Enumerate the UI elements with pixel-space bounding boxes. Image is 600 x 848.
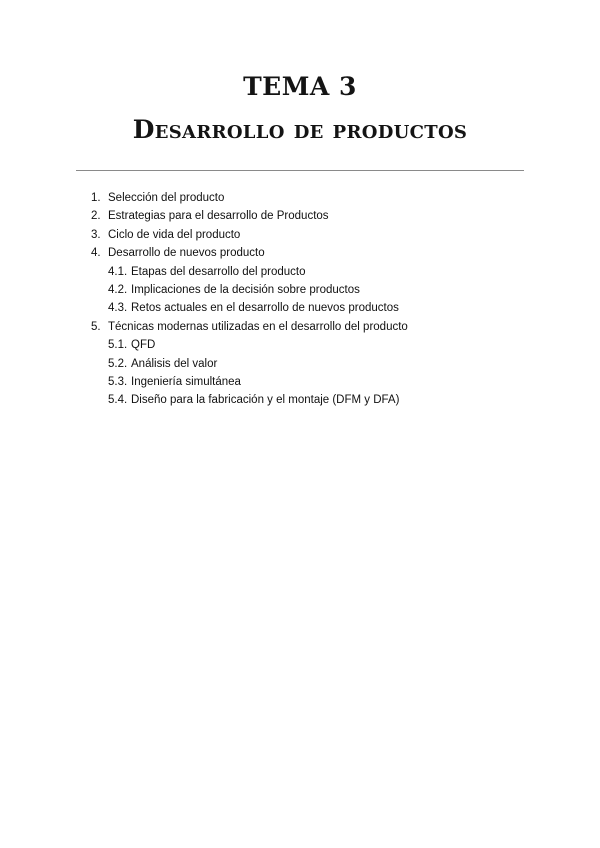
toc-subitem-number: 5.3. [108,375,128,388]
toc-subitem [0,355,600,373]
divider [76,170,524,171]
toc-item [0,244,600,262]
toc-item-text: Selección del producto [108,192,225,204]
toc-subitem-text: Implicaciones de la decisión sobre productos [131,283,360,296]
toc-item-text: Técnicas modernas utilizadas en el desarrollo del producto [108,320,408,333]
toc-subitem [0,299,600,317]
toc-item-number: 3. [91,228,101,241]
toc-item-text: Estrategias para el desarrollo de Productos [108,210,329,223]
toc-subitem-text: Ingeniería simultánea [131,375,241,388]
title-block [0,70,600,147]
page-subtitle: Desarrollo de productos [132,115,468,144]
toc-item [0,226,600,244]
toc-item-number: 4. [91,247,101,260]
toc-subitem [0,263,600,281]
toc-item-number: 5. [91,320,101,333]
toc-item-number: 2. [91,210,101,223]
toc-subitem-text: Diseño para la fabricación y el montaje (DFM y DFA) [131,394,400,407]
toc-subitem [0,336,600,354]
toc-item-text: Desarrollo de nuevos producto [108,247,265,260]
page-title: TEMA 3 [243,72,357,101]
toc-item-number: 1. [91,192,101,204]
toc-subitem-text: Retos actuales en el desarrollo de nuevos productos [131,302,399,315]
toc-subitem-number: 4.1. [108,265,128,278]
toc-subitem-number: 5.4. [108,394,128,407]
toc-item [0,318,600,336]
toc-subitem-text: QFD [131,339,156,352]
toc-item [0,207,600,225]
toc-item [0,189,600,207]
toc-subitem-number: 4.3. [108,302,128,315]
table-of-contents [0,189,600,410]
toc-subitem-text: Análisis del valor [131,357,218,370]
toc-item-text: Ciclo de vida del producto [108,228,241,241]
toc-subitem-text: Etapas del desarrollo del producto [131,265,306,278]
toc-subitem-number: 5.1. [108,339,128,352]
toc-subitem-number: 4.2. [108,283,128,296]
toc-subitem [0,373,600,391]
toc-subitem-number: 5.2. [108,357,128,370]
toc-subitem [0,391,600,409]
toc-subitem [0,281,600,299]
